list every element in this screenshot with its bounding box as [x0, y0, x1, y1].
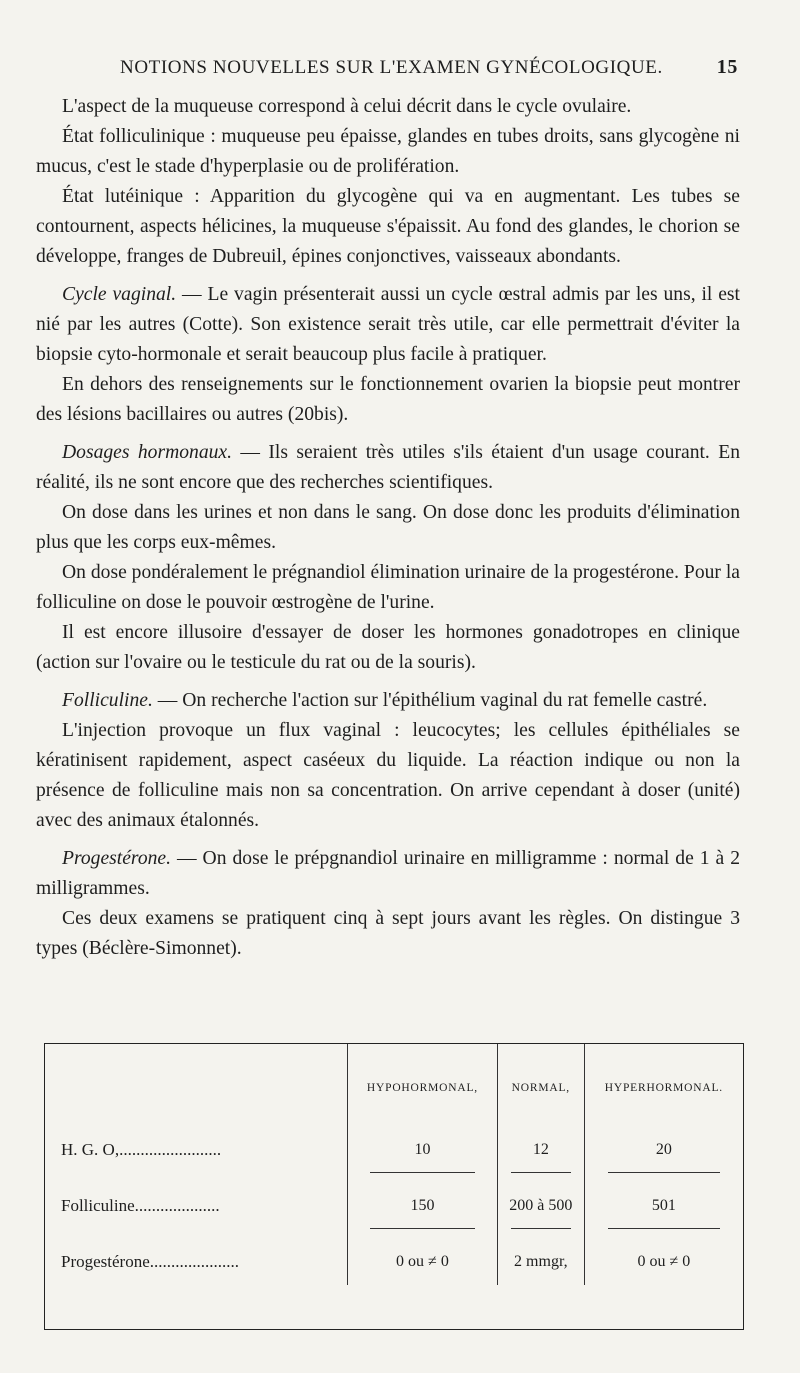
- running-head: [40, 56, 738, 79]
- table-cell: 2 mmgr,: [497, 1239, 584, 1285]
- table-cell: 501: [584, 1183, 743, 1229]
- section-heading: Cycle vaginal.: [62, 284, 177, 305]
- paragraph: On dose dans les urines et non dans le sang. On dose donc les produits d'élimination plus que les corps eux-mêmes.: [36, 502, 740, 553]
- table-cell: 150: [348, 1183, 498, 1229]
- paragraph: L'aspect de la muqueuse correspond à celui décrit dans le cycle ovulaire.: [62, 96, 632, 117]
- column-header: NORMAL,: [497, 1044, 584, 1127]
- section-heading: Progestérone.: [62, 848, 172, 869]
- table-cell: 200 à 500: [497, 1183, 584, 1229]
- row-label: Folliculine....................: [61, 1196, 220, 1215]
- section-paragraph: Dosages hormonaux. — Ils seraient très utiles s'ils étaient d'un usage courant. En réalité, ils ne sont encore que des recherches scientifiques.: [36, 442, 740, 493]
- table-row: [45, 1183, 743, 1229]
- paragraph: État folliculinique : muqueuse peu épaisse, glandes en tubes droits, sans glycogène ni mucus, c'est le stade d'hyperplasie ou de prolifération.: [36, 126, 740, 177]
- table-corner: [45, 1044, 348, 1127]
- page-number: 15: [716, 56, 738, 78]
- section-heading: Dosages hormonaux.: [62, 442, 233, 463]
- paragraph: L'injection provoque un flux vaginal : leucocytes; les cellules épithéliales se kératinisent rapidement, aspect caséeux du liquide. La réaction indique ou non la présence de folliculine mais non sa concentration. On arrive cependant à doser (unité) avec des animaux étalonnés.: [36, 720, 740, 831]
- table-row: [45, 1127, 743, 1173]
- section-paragraph: Cycle vaginal. — Le vagin présenterait aussi un cycle œstral admis par les uns, il est nié par les autres (Cotte). Son existence serait très utile, car elle permettrait d'éviter la biopsie cyto-hormonale et serait beaucoup plus facile à pratiquer.: [36, 284, 741, 365]
- section-paragraph: Progestérone. — On dose le prépgnandiol urinaire en milligramme : normal de 1 à 2 milligrammes.: [36, 848, 740, 899]
- body-text: [36, 92, 740, 964]
- paragraph: On dose pondéralement le prégnandiol élimination urinaire de la progestérone. Pour la folliculine on dose le pouvoir œstrogène de l'urine.: [36, 562, 740, 613]
- paragraph: État lutéinique : Apparition du glycogène qui va en augmentant. Les tubes se contournent, aspects hélicines, la muqueuse s'épaissit. Au fond des glandes, le chorion se développe, franges de Dubreuil, épines conjonctives, vaisseaux abondants.: [36, 186, 740, 267]
- section-paragraph: Folliculine. — On recherche l'action sur l'épithélium vaginal du rat femelle castré.: [62, 690, 708, 711]
- hormone-table: [44, 1043, 744, 1330]
- paragraph: Il est encore illusoire d'essayer de doser les hormones gonadotropes en clinique (action sur l'ovaire ou le testicule du rat ou de la souris).: [36, 622, 740, 673]
- table-cell: 0 ou ≠ 0: [584, 1239, 743, 1285]
- section-heading: Folliculine.: [62, 690, 153, 711]
- row-label: H. G. O,........................: [61, 1140, 222, 1159]
- column-header: HYPOHORMONAL,: [348, 1044, 498, 1127]
- paragraph: Ces deux examens se pratiquent cinq à sept jours avant les règles. On distingue 3 types (Béclère-Simonnet).: [36, 908, 740, 959]
- running-title: NOTIONS NOUVELLES SUR L'EXAMEN GYNÉCOLOGIQUE.: [120, 57, 663, 78]
- row-label: Progestérone.....................: [61, 1252, 240, 1271]
- table-row: [45, 1239, 743, 1285]
- column-header: HYPERHORMONAL.: [584, 1044, 743, 1127]
- paragraph: En dehors des renseignements sur le fonctionnement ovarien la biopsie peut montrer des lésions bacillaires ou autres (20bis).: [36, 374, 740, 425]
- table-cell: 12: [497, 1127, 584, 1173]
- table-cell: 20: [584, 1127, 743, 1173]
- table-cell: 10: [348, 1127, 498, 1173]
- table-cell: 0 ou ≠ 0: [348, 1239, 498, 1285]
